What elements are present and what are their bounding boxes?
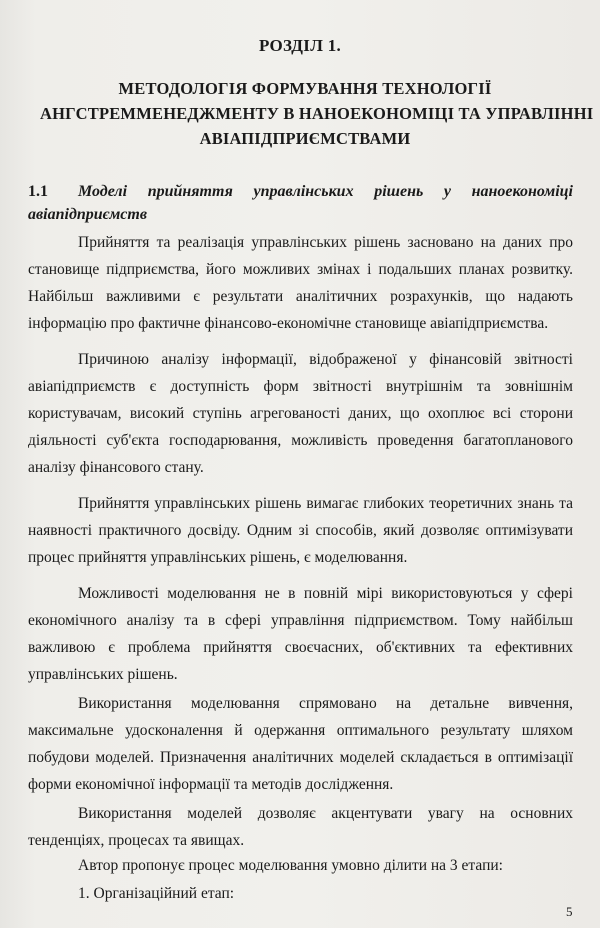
section-title-word: управлінських: [253, 183, 354, 200]
paragraph-line: користувачам, високий ступінь агрегованості даних, що охоплює всі сторони: [28, 405, 573, 422]
section-title-word: наноекономіці: [471, 183, 573, 200]
section-title-word: Моделі: [78, 183, 128, 200]
paragraph-line: Причиною аналізу інформації, відображеної у фінансовій звітності: [78, 351, 573, 368]
chapter-title-line-1: МЕТОДОЛОГІЯ ФОРМУВАННЯ ТЕХНОЛОГІЇ: [118, 79, 492, 98]
paragraph: [28, 690, 573, 798]
section-title-word: у: [443, 183, 451, 200]
paragraph: [28, 346, 573, 481]
paragraph-line: важливою є проблема прийняття своєчасних, об'єктивних та ефективних: [28, 639, 573, 656]
chapter-title-line-3: АВІАПІДПРИЄМСТВАМИ: [199, 129, 411, 148]
section-heading: [28, 180, 573, 226]
paragraph-line: Автор пропонує процес моделювання умовно ділити на 3 етапи:: [78, 857, 503, 874]
chapter-title-line-2: АНГСТРЕММЕНЕДЖМЕНТУ В НАНОЕКОНОМІЦІ ТА УПРАВЛІННІ: [40, 104, 594, 123]
page-number: 5: [566, 904, 573, 919]
paragraph-line: процес прийняття управлінських рішень, є моделювання.: [28, 549, 408, 566]
paragraph-line: становище підприємства, його можливих змінах і подальших планах розвитку.: [28, 261, 573, 278]
paragraph: [28, 580, 573, 688]
paragraph-line: Прийняття та реалізація управлінських рішень засновано на даних про: [78, 234, 573, 251]
paragraph-line: авіапідприємств є доступність форм звітності внутрішнім та зовнішнім: [28, 378, 573, 395]
paragraph-line: економічного аналізу та в сфері управління підприємством. Тому найбільш: [28, 612, 573, 629]
paragraph-line: тенденціях, процесах та явищах.: [28, 832, 245, 849]
paragraph-line: 1. Організаційний етап:: [78, 885, 235, 902]
paragraph-line: Використання моделювання спрямовано на детальне вивчення,: [78, 695, 573, 712]
chapter-heading: РОЗДІЛ 1.: [258, 36, 342, 55]
section-heading-line-1: [28, 180, 573, 203]
paragraph-line: інформацію про фактичне фінансово-економічне становище авіапідприємства.: [28, 315, 549, 332]
paragraph-line: аналізу фінансового стану.: [28, 459, 204, 476]
paragraph-line: Прийняття управлінських рішень вимагає глибоких теоретичних знань та: [78, 495, 573, 512]
section-title-words: [78, 180, 573, 203]
paragraph-line: Можливості моделювання не в повній мірі використовуються у сфері: [78, 585, 573, 602]
paragraph: [28, 880, 573, 907]
section-heading-line-2: авіапідприємств: [28, 206, 147, 223]
paragraph-line: Найбільш важливими є результати аналітичних розрахунків, що надають: [28, 288, 573, 305]
paragraph: [28, 490, 573, 571]
paragraph: [28, 800, 573, 854]
section-number: 1.1: [28, 183, 48, 200]
paragraph-line: наявності практичного досвіду. Одним зі способів, який дозволяє оптимізувати: [28, 522, 573, 539]
paragraph-line: побудови моделей. Призначення аналітичних моделей складається в оптимізації: [28, 749, 573, 766]
paragraph-line: максимальне удосконалення й одержання оптимального результату шляхом: [28, 722, 573, 739]
paragraph-line: форми економічної інформації та методів дослідження.: [28, 776, 394, 793]
paragraph-line: управлінських рішень.: [28, 666, 178, 683]
section-title-word: рішень: [374, 183, 424, 200]
paragraph: [28, 229, 573, 337]
chapter-title: [40, 76, 594, 151]
section-title-word: прийняття: [147, 183, 233, 200]
paragraph-line: Використання моделей дозволяє акцентувати увагу на основних: [78, 805, 573, 822]
paragraph: [28, 852, 573, 879]
paragraph-line: діяльності суб'єкта господарювання, можливість проведення багатопланового: [28, 432, 573, 449]
